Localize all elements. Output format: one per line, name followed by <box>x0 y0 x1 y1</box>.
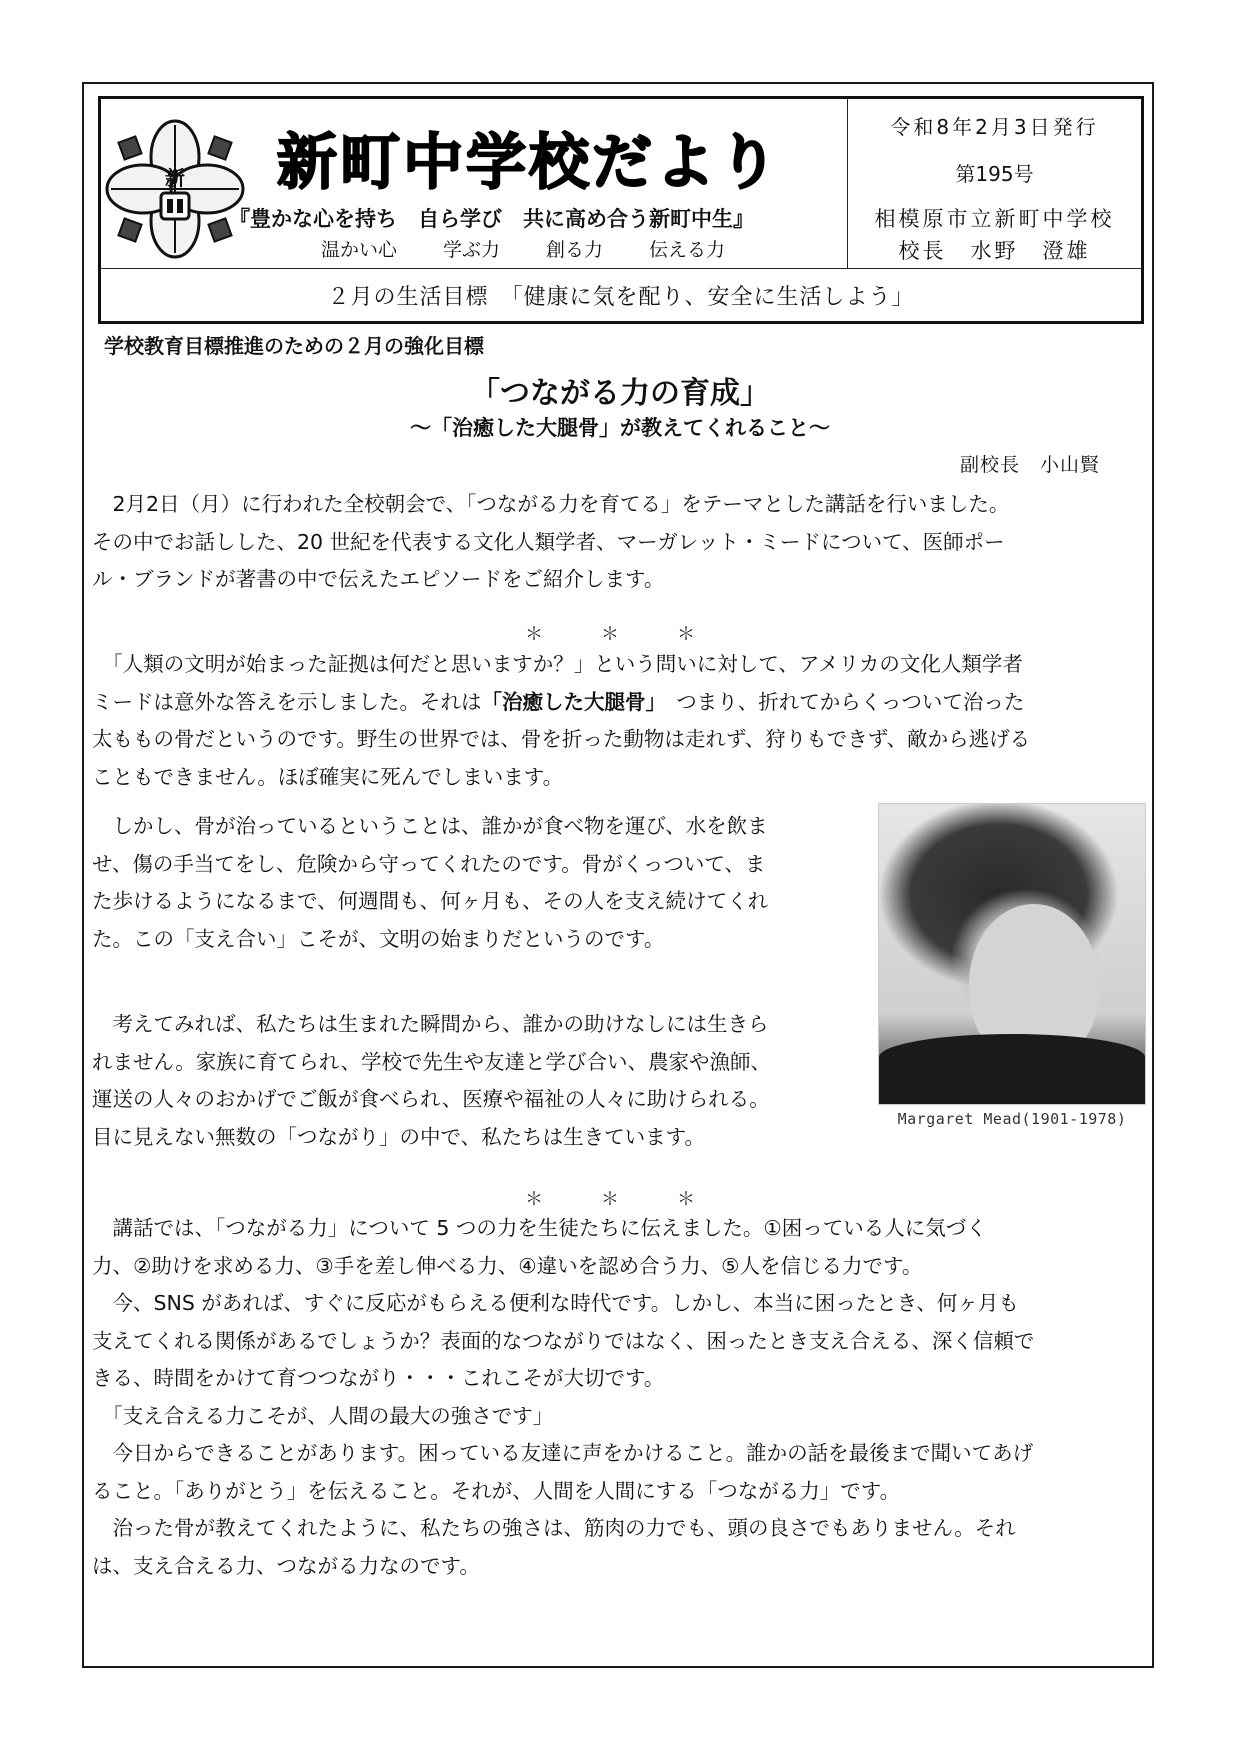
virtue-item: 伝える力 <box>649 239 726 261</box>
text-line: 考えてみれば、私たちは生まれた瞬間から、誰かの助けなしには生きら <box>92 1012 769 1036</box>
text-line: 今、SNS があれば、すぐに反応がもらえる便利な時代です。しかし、本当に困ったとき、何ヶ月も <box>92 1291 1019 1315</box>
article-subheadline: ～「治癒した大腿骨」が教えてくれること～ <box>410 416 830 440</box>
text-line: 「支え合える力こそが、人間の最大の強さです」 <box>92 1403 554 1428</box>
text-line: きる、時間をかけて育つつながり・・・これこそが大切です。 <box>92 1366 665 1390</box>
text-line: 講話では、「つながる力」について 5 つの力を生徒たちに伝えました。①困っている人に気づく <box>92 1216 987 1240</box>
paragraph-intro <box>92 486 1009 599</box>
svg-text:新: 新 <box>165 166 185 190</box>
separator-stars: ＊ ＊ ＊ <box>525 624 715 645</box>
virtue-item: 学ぶ力 <box>443 239 501 261</box>
text-line: た歩けるようになるまで、何週間も、何ヶ月も、その人を支え続けてくれ <box>92 889 769 913</box>
photo-caption: Margaret Mead(1901-1978) <box>897 1110 1127 1128</box>
text-line: 2月2日（月）に行われた全校朝会で、「つながる力を育てる」をテーマとした講話を行いました。 <box>92 492 1010 516</box>
text-line: 力、②助けを求める力、③手を差し伸べる力、④違いを認め合う力、⑤人を信じる力です。 <box>92 1253 923 1278</box>
text-line: ること。「ありがとう」を伝えること。それが、人間を人間にする「つながる力」です。 <box>92 1478 901 1503</box>
paragraph-connections <box>92 1006 771 1156</box>
article-headline: 「つながる力の育成」 <box>470 376 770 411</box>
separator-stars: ＊ ＊ ＊ <box>525 1189 715 1210</box>
paragraph-mead-answer <box>92 646 1030 796</box>
portrait-shoulders <box>879 1034 1145 1104</box>
text-line: 治った骨が教えてくれたように、私たちの強さは、筋肉の力でも、頭の良さでもありません。それ <box>92 1516 1016 1540</box>
text-line: その中でお話しした、20 世紀を代表する文化人類学者、マーガレット・ミードについて、医師ポー <box>92 529 1005 554</box>
virtue-item: 温かい心 <box>321 239 398 261</box>
text-line: た。この「支え合い」こそが、文明の始まりだというのです。 <box>92 926 665 951</box>
section-label: 学校教育目標推進のための２月の強化目標 <box>104 334 484 358</box>
masthead <box>98 96 1144 324</box>
text-line: 目に見えない無数の「つながり」の中で、私たちは生きています。 <box>92 1124 705 1149</box>
paragraph-support <box>92 808 768 958</box>
text-line: 支えてくれる関係があるでしょうか？表面的なつながりではなく、困ったとき支え合える、深く信頼で <box>92 1328 1035 1353</box>
school-name: 相模原市立新町中学校 <box>874 207 1115 231</box>
text-line: ル・ブランドが著書の中で伝えたエピソードをご紹介します。 <box>92 567 665 591</box>
text-line: しかし、骨が治っているということは、誰かが食べ物を運び、水を飲ま <box>92 814 768 838</box>
text-line: 太ももの骨だというのです。野生の世界では、骨を折った動物は走れず、狩りもできず、敵から逃げる <box>92 727 1031 751</box>
article-author: 副校長 小山賢 <box>959 454 1100 476</box>
issue-number: 第195号 <box>955 162 1034 186</box>
portrait-photo <box>878 803 1146 1105</box>
text-line: れません。家族に育てられ、学校で先生や友達と学び合い、農家や漁師、 <box>92 1049 771 1074</box>
masthead-title-area <box>101 99 847 268</box>
issue-info <box>847 99 1141 268</box>
emphasis-healed-femur: 「治癒した大腿骨」 <box>481 689 656 714</box>
paragraph-five-powers <box>92 1210 1034 1585</box>
newsletter-title: 新町中学校だより <box>277 128 781 198</box>
text-line: 今日からできることがあります。困っている友達に声をかけること。誰かの話を最後まで聞いてあげ <box>92 1441 1034 1465</box>
text-line: こともできません。ほぼ確実に死んでしまいます。 <box>92 764 564 789</box>
text-line: 運送の人々のおかげでご飯が食べられ、医療や福祉の人々に助けられる。 <box>92 1087 770 1111</box>
school-motto: 『豊かな心を持ち 自ら学び 共に高め合う新町中生』 <box>229 207 754 231</box>
text-line: ミードは意外な答えを示しました。それは「治癒した大腿骨」 つまり、折れてからくっついて治った <box>92 689 1025 714</box>
text-line: せ、傷の手当てをし、危険から守ってくれたのです。骨がくっついて、ま <box>92 851 766 876</box>
principal-name: 校長 水野 澄雄 <box>898 239 1091 263</box>
text-line: は、支え合える力、つながる力なのです。 <box>92 1553 480 1578</box>
monthly-life-goal: ２月の生活目標 「健康に気を配り、安全に生活しよう」 <box>101 268 1141 321</box>
text-line: 「人類の文明が始まった証拠は何だと思いますか？」という問いに対して、アメリカの文化人類学者 <box>92 652 1023 676</box>
issue-date: 令和8年2月3日発行 <box>890 115 1099 139</box>
school-crest-icon <box>105 119 245 259</box>
virtue-item: 創る力 <box>546 239 604 261</box>
school-virtues <box>321 235 725 262</box>
